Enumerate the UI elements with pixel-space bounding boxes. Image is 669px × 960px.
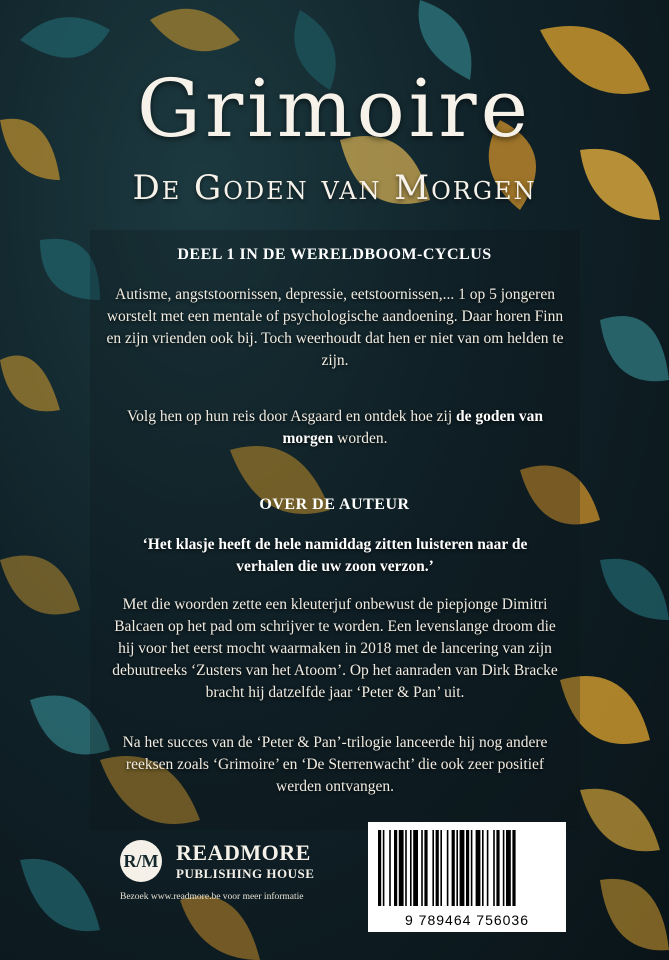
isbn-barcode (368, 822, 566, 932)
cta-text-end: worden. (337, 430, 388, 447)
book-title: Grimoire (137, 62, 532, 155)
author-quote: ‘Het klasje heeft de hele namiddag zitten luisteren naar de verhalen die uw zoon verzon.’ (142, 536, 528, 575)
blurb-call-to-action (105, 406, 565, 450)
author-heading: OVER DE AUTEUR (259, 496, 410, 513)
blurb-paragraph: Autisme, angststoornissen, depressie, eetstoornissen,... 1 op 5 jongeren worstelt met een mentale of psychologische aandoening. Daar horen Finn en zijn vrienden ook bij. Toch weerhoudt dat hen er niet van om helden te zijn. (106, 286, 564, 369)
barcode-bars (368, 822, 566, 910)
publisher-monogram: R/M (120, 840, 162, 882)
publisher-logo (120, 840, 340, 890)
author-career-paragraph: Na het succes van de ‘Peter & Pan’-trilogie lanceerde hij nog andere reeksen zoals ‘Grimoire’ en ‘De Sterrenwacht’ die ook zeer positief werden ontvangen. (122, 734, 548, 795)
book-subtitle: De Goden van Morgen (132, 168, 537, 208)
isbn-number: 9 789464 756036 (405, 912, 529, 928)
author-bio-paragraph: Met die woorden zette een kleuterjuf onbewust de piepjonge Dimitri Balcaen op het pad om schrijver te worden. Een levenslange droom die hij voor het eerst mocht waarmaken in 2018 met de lancering van zijn debuutreeks ‘Zusters van het Atoom’. Op het aanraden van Dirk Bracke bracht hij datzelfde jaar ‘Peter & Pan’ uit. (112, 596, 558, 701)
publisher-website-note: Bezoek www.readmore.be voor meer informatie (120, 892, 304, 902)
cta-text-bold: de goden van morgen (282, 408, 544, 447)
publisher-name: READMORE (176, 840, 311, 865)
cta-text-start: Volg hen op hun reis door Asgaard en ontdek hoe zij (126, 408, 453, 425)
publisher-subname: PUBLISHING HOUSE (176, 866, 315, 881)
series-heading: DEEL 1 IN DE WERELDBOOM-CYCLUS (177, 246, 492, 263)
